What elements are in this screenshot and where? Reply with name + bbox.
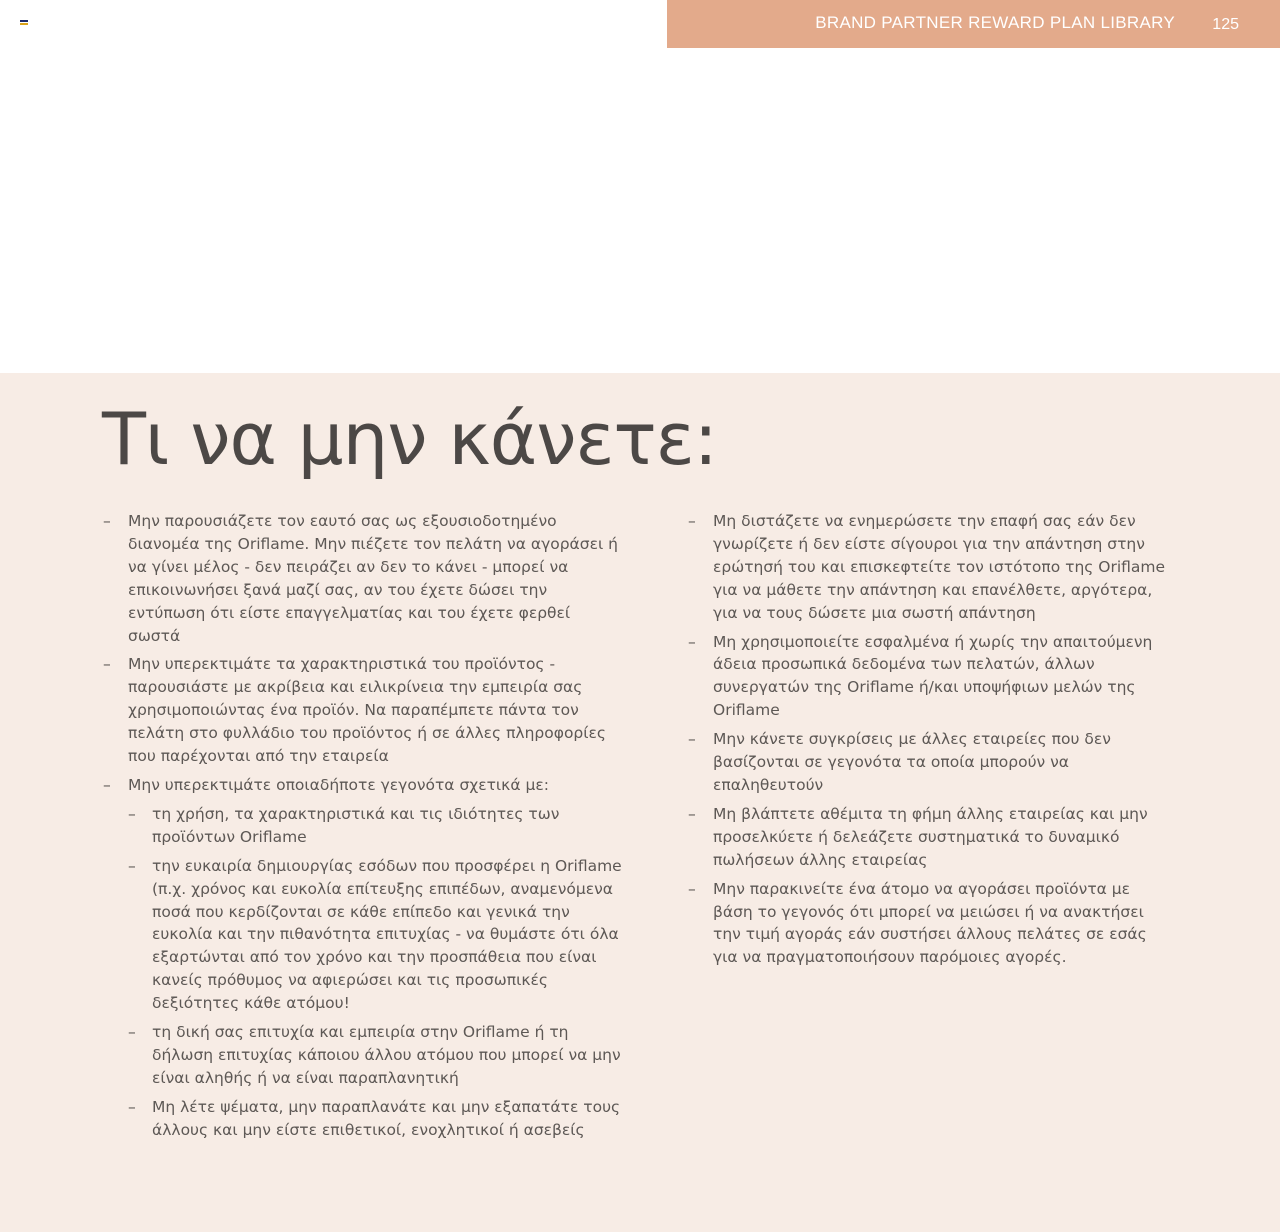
dash-bullet: – — [688, 804, 696, 823]
sub-list — [128, 803, 623, 1142]
list-item-text: Μη διστάζετε να ενημερώσετε την επαφή σας εάν δεν γνωρίζετε ή δεν είστε σίγουροι για την απάντηση στην ερώτησή του και επισκεφτείτε τον ιστότοπο της Oriflame για να μάθετε την απάντηση και επανέλθετε, αργότερα, για να τους δώσετε μια σωστή απάντηση — [713, 512, 1166, 622]
dash-bullet: – — [128, 856, 136, 875]
dash-bullet: – — [688, 879, 696, 898]
header-bar — [667, 0, 1280, 48]
dash-bullet: – — [128, 1097, 136, 1116]
sub-list-item-text: τη χρήση, τα χαρακτηριστικά και τις ιδιότητες των προϊόντων Oriflame — [152, 804, 560, 846]
right-column-list — [688, 510, 1170, 975]
page-heading: Τι να μην κάνετε: — [102, 397, 717, 481]
list-item-text: Μην υπερεκτιμάτε οποιαδήποτε γεγονότα σχετικά με: — [128, 775, 549, 794]
list-item — [688, 878, 1170, 970]
dash-bullet: – — [128, 1023, 136, 1042]
list-item-text: Μην κάνετε συγκρίσεις με άλλες εταιρείες που δεν βασίζονται σε γεγονότα τα οποία μπορούν να επαληθευτούν — [713, 730, 1111, 794]
header-title: BRAND PARTNER REWARD PLAN LIBRARY — [815, 13, 1175, 32]
page-number: 125 — [1212, 16, 1239, 33]
sub-list-item — [128, 1021, 623, 1090]
dash-bullet: – — [103, 655, 111, 674]
list-item-text: Μη χρησιμοποιείτε εσφαλμένα ή χωρίς την απαιτούμενη άδεια προσωπικά δεδομένα των πελατών, άλλων συνεργατών της Oriflame ή/και υποψήφιων μελών της Oriflame — [713, 632, 1153, 720]
list-item — [688, 803, 1170, 872]
language-flag-icon[interactable] — [20, 20, 28, 27]
sub-list-item — [128, 1096, 623, 1142]
list-item — [688, 510, 1170, 625]
list-item — [103, 510, 623, 647]
dash-bullet: – — [688, 730, 696, 749]
list-item — [103, 653, 623, 768]
sub-list-item — [128, 855, 623, 1015]
dash-bullet: – — [688, 512, 696, 530]
dash-bullet: – — [103, 775, 111, 794]
list-item-text: Μη βλάπτετε αθέμιτα τη φήμη άλλης εταιρείας και μην προσελκύετε ή δελεάζετε συστηματικά το δυναμικό πωλήσεων άλλης εταιρείας — [713, 804, 1148, 869]
sub-list-item-text: την ευκαιρία δημιουργίας εσόδων που προσφέρει η Oriflame (π.χ. χρόνος και ευκολία επίτευξης επιπέδων, αναμενόμενα ποσά που κερδίζονται σε κάθε επίπεδο και γενικά την ευκολία και την πιθανότητα επιτυχίας - να θυμάστε ότι όλα εξαρτώνται από τον χρόνο και την προσπάθεια που είναι κανείς πρόθυμος να αφιερώσει και τις προσωπικές δεξιότητες κάθε ατόμου! — [152, 856, 622, 1013]
list-item-text: Μην παρακινείτε ένα άτομο να αγοράσει προϊόντα με βάση το γεγονός ότι μπορεί να μειώσει ή να ανακτήσει την τιμή αγοράς εάν συστήσει άλλους πελάτες σε εσάς για να πραγματοποιήσουν παρόμοιες αγορές. — [713, 879, 1147, 967]
left-column-list — [103, 510, 623, 1148]
list-item — [688, 631, 1170, 723]
list-item — [103, 774, 623, 1142]
sub-list-item — [128, 803, 623, 849]
sub-list-item-text: Μη λέτε ψέματα, μην παραπλανάτε και μην εξαπατάτε τους άλλους και μην είστε επιθετικοί, ενοχλητικοί ή ασεβείς — [152, 1097, 621, 1139]
sub-list-item-text: τη δική σας επιτυχία και εμπειρία στην Oriflame ή τη δήλωση επιτυχίας κάποιου άλλου ατόμου που μπορεί να μην είναι αληθής ή να είναι παραπλανητική — [152, 1023, 621, 1087]
list-item-text: Μην παρουσιάζετε τον εαυτό σας ως εξουσιοδοτημένο διανομέα της Oriflame. Μην πιέζετε τον πελάτη να αγοράσει ή να γίνει μέλος - δεν πειράζει αν δεν το κάνει - μπορεί να επικοινωνήσει ξανά μαζί σας, αν του έχετε δώσει την εντύπωση ότι είστε επαγγελματίας και του έχετε φερθεί σωστά — [128, 512, 618, 645]
list-item — [688, 728, 1170, 797]
dash-bullet: – — [688, 632, 696, 651]
list-item-text: Μην υπερεκτιμάτε τα χαρακτηριστικά του προϊόντος - παρουσιάστε με ακρίβεια και ειλικρίνεια την εμπειρία σας χρησιμοποιώντας ένα προϊόν. Να παραπέμπετε πάντα τον πελάτη στο φυλλάδιο του προϊόντος ή σε άλλες πληροφορίες που παρέχονται από την εταιρεία — [128, 655, 606, 766]
dash-bullet: – — [103, 512, 111, 530]
dash-bullet: – — [128, 804, 136, 823]
